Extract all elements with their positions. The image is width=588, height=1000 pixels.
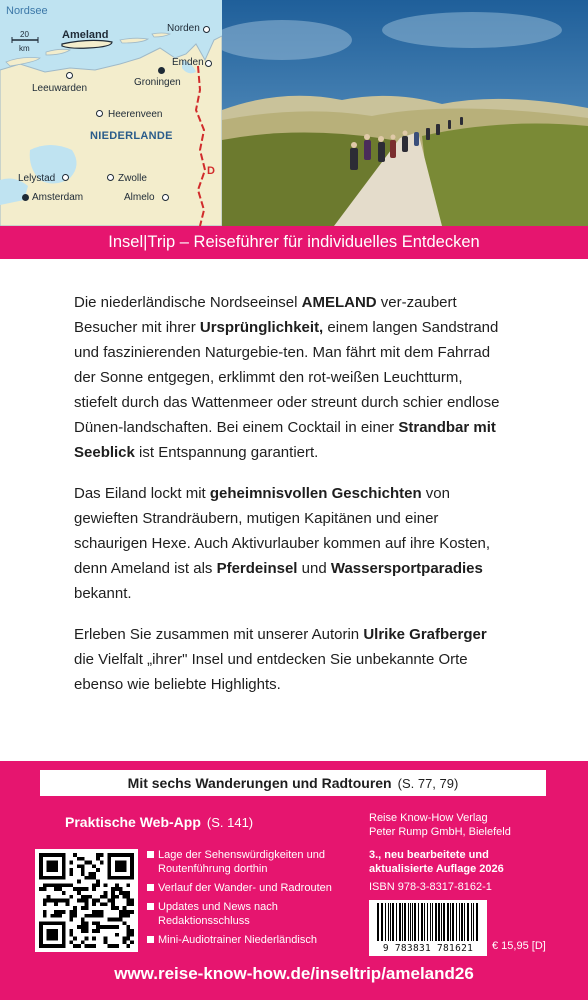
map-label-leeuwarden: Leeuwarden: [32, 83, 88, 94]
map-label-norden: Norden: [167, 23, 200, 34]
webapp-pages: (S. 141): [206, 815, 254, 830]
text-run: von gewieften Strandräubern, mutigen Kapitänen und einer schaurigen Hexe. Auch Aktivurlauber kommen auf ihre Kosten, denn Ameland ist als: [74, 485, 491, 577]
isbn: ISBN 978-3-8317-8162-1: [369, 881, 492, 893]
map-label-ameland: Ameland: [62, 29, 109, 41]
map-label-zwolle: Zwolle: [118, 173, 147, 184]
map-dot-zwolle: [107, 174, 114, 181]
webapp-feature-item: Lage der Sehenswürdigkeiten und Routenführung dorthin: [147, 848, 357, 876]
text-run: und: [297, 560, 331, 577]
text-run: bekannt.: [74, 585, 132, 602]
qr-code-graphic: [39, 853, 134, 948]
text-run: ver-zaubert Besucher mit ihrer: [74, 294, 457, 336]
highlight-ameland: AMELAND: [301, 294, 377, 311]
map-scale-value: 20: [20, 30, 29, 39]
text-run: Die niederländische Nordseeinsel: [74, 294, 302, 311]
map-dot-lelystad: [62, 174, 69, 181]
publisher-info: [369, 811, 511, 839]
series-title-bar: [0, 226, 588, 259]
barcode-bars: [369, 900, 487, 944]
webapp-heading: [65, 814, 253, 830]
map-dot-almelo: [162, 194, 169, 201]
webapp-feature-list: [147, 848, 357, 952]
map-label-groningen: Groningen: [134, 77, 181, 88]
map-label-country-de: D: [207, 165, 216, 177]
hike-tour-label: Mit sechs Wanderungen und Radtouren: [127, 775, 392, 791]
highlight-strandbar: Strandbar mit Seeblick: [74, 419, 496, 461]
webapp-feature-item: Mini-Audiotrainer Niederländisch: [147, 933, 357, 947]
map-dot-norden: [203, 26, 210, 33]
footer-url[interactable]: www.reise-know-how.de/inseltrip/ameland26: [114, 964, 474, 983]
overview-map: [0, 0, 222, 226]
edition-info: [369, 848, 504, 876]
text-run: Das Eiland lockt mit: [74, 485, 210, 502]
text-run: ist Entspannung garantiert.: [134, 444, 319, 461]
map-dot-heerenveen: [96, 110, 103, 117]
webapp-label: Praktische Web-App: [65, 814, 201, 830]
text-run: Erleben Sie zusammen mit unserer Autorin: [74, 626, 364, 643]
highlight-wassersportparadies: Wassersportparadies: [330, 560, 483, 577]
map-dot-amsterdam: [22, 194, 29, 201]
map-dot-groningen: [158, 67, 165, 74]
map-label-sea: Nordsee: [6, 5, 48, 17]
qr-code[interactable]: [35, 849, 138, 952]
blurb-text: [74, 290, 508, 713]
text-run: einem langen Sandstrand und faszinierenden Naturgebie-ten. Man fährt mit dem Fahrrad der Sonne entgegen, erklimmt den rot-weißen Leuchtturm, stiefelt durch das Wattenmeer oder streunt durch schier endlose Dünen-landschaften. Bei einem Cocktail in einer: [74, 319, 500, 436]
text-run: die Vielfalt „ihrer" Insel und entdecken Sie unbekannte Orte ebenso wie beliebte Highlights.: [74, 651, 468, 693]
highlight-author: Ulrike Grafberger: [363, 626, 487, 643]
hike-tour-pages: (S. 77, 79): [397, 775, 459, 791]
hike-tour-box: [38, 768, 548, 798]
publisher-name: Reise Know-How Verlag: [369, 812, 488, 824]
highlight-urspruenglichkeit: Ursprünglichkeit,: [199, 319, 324, 336]
barcode-digits: 9 783831 781621: [382, 943, 474, 954]
map-label-country-nl: NIEDERLANDE: [90, 130, 173, 142]
blurb-paragraph-3: [74, 622, 508, 697]
webapp-feature-item: Updates und News nach Redaktionsschluss: [147, 900, 357, 928]
map-label-almelo: Almelo: [124, 192, 155, 203]
barcode: [369, 900, 487, 956]
hikers-on-dune-path-photo: [222, 0, 588, 226]
map-label-emden: Emden: [172, 57, 204, 68]
publisher-company: Peter Rump GmbH, Bielefeld: [369, 826, 511, 838]
map-label-lelystad: Lelystad: [18, 173, 56, 184]
map-label-amsterdam: Amsterdam: [32, 192, 84, 203]
series-title: Insel|Trip – Reiseführer für individuelles Entdecken: [108, 233, 480, 251]
highlight-pferdeinsel: Pferdeinsel: [216, 560, 298, 577]
map-scale-unit: km: [19, 44, 30, 53]
webapp-feature-item: Verlauf der Wander- und Radrouten: [147, 881, 357, 895]
highlight-geschichten: geheimnisvollen Geschichten: [209, 485, 422, 502]
blurb-paragraph-2: [74, 481, 508, 606]
map-label-heerenveen: Heerenveen: [108, 109, 163, 120]
map-dot-leeuwarden: [66, 72, 73, 79]
blurb-paragraph-1: [74, 290, 508, 465]
price: € 15,95 [D]: [492, 940, 546, 952]
edition-line-1: 3., neu bearbeitete und: [369, 849, 489, 861]
map-dot-emden: [205, 60, 212, 67]
edition-line-2: aktualisierte Auflage 2026: [369, 863, 504, 875]
